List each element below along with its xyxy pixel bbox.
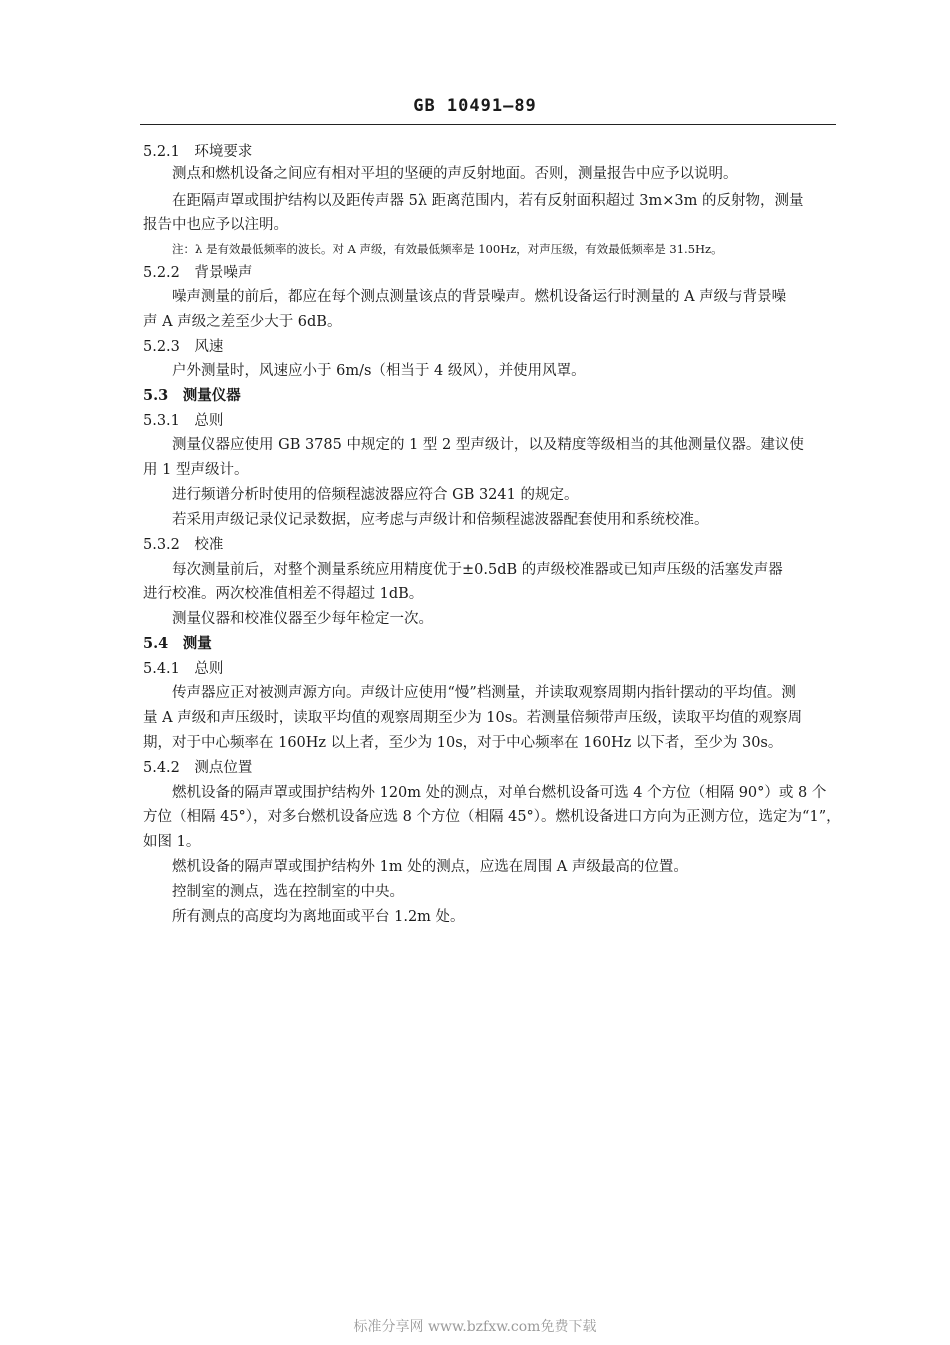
paragraph-line: 燃机设备的隔声罩或围护结构外 1m 处的测点，应选在周围 A 声级最高的位置。 <box>172 859 688 875</box>
paragraph-line: 户外测量时，风速应小于 6m/s（相当于 4 级风），并使用风罩。 <box>172 363 586 379</box>
paragraph-line: 测量仪器应使用 GB 3785 中规定的 1 型 2 型声级计，以及精度等级相当的其他测量仪器。建议使 <box>172 437 804 453</box>
paragraph-line: 传声器应正对被测声源方向。声级计应使用“慢”档测量，并读取观察周期内指针摆动的平均值。测 <box>172 685 796 701</box>
paragraph-line: 噪声测量的前后，都应在每个测点测量该点的背景噪声。燃机设备运行时测量的 A 声级与背景噪 <box>172 289 787 305</box>
heading-5-2-2: 5.2.2 背景噪声 <box>143 265 253 281</box>
paragraph-line: 方位（相隔 45°），对多台燃机设备应选 8 个方位（相隔 45°）。燃机设备进口方向为正测方位，选定为“1”， <box>143 809 841 825</box>
heading-5-2-1: 5.2.1 环境要求 <box>143 144 253 160</box>
paragraph-line: 测点和燃机设备之间应有相对平坦的坚硬的声反射地面。否则，测量报告中应予以说明。 <box>172 166 738 182</box>
paragraph-line: 所有测点的高度均为离地面或平台 1.2m 处。 <box>172 909 465 925</box>
paragraph-line: 声 A 声级之差至少大于 6dB。 <box>143 314 342 330</box>
paragraph-line: 在距隔声罩或围护结构以及距传声器 5λ 距离范围内，若有反射面积超过 3m×3m 的反射物，测量 <box>172 193 804 209</box>
paragraph-line: 期，对于中心频率在 160Hz 以上者，至少为 10s，对于中心频率在 160Hz 以下者，至少为 30s。 <box>143 735 783 751</box>
note-line: 注：λ 是有效最低频率的波长。对 A 声级，有效最低频率是 100Hz，对声压级，有效最低频率是 31.5Hz。 <box>172 242 723 256</box>
footer-watermark: 标准分享网 www.bzfxw.com免费下载 <box>353 1319 597 1335</box>
paragraph-line: 量 A 声级和声压级时，读取平均值的观察周期至少为 10s。若测量倍频带声压级，读取平均值的观察周 <box>143 710 803 726</box>
heading-5-3: 5.3 测量仪器 <box>143 387 241 404</box>
paragraph-line: 如图 1。 <box>143 834 201 850</box>
standard-code-header: GB 10491—89 <box>413 96 537 116</box>
heading-5-2-3: 5.2.3 风速 <box>143 339 224 355</box>
paragraph-line: 用 1 型声级计。 <box>143 462 249 478</box>
heading-5-4-2: 5.4.2 测点位置 <box>143 760 253 776</box>
paragraph-line: 控制室的测点，选在控制室的中央。 <box>172 884 404 900</box>
paragraph-line: 进行频谱分析时使用的倍频程滤波器应符合 GB 3241 的规定。 <box>172 487 579 503</box>
paragraph-line: 测量仪器和校准仪器至少每年检定一次。 <box>172 611 433 627</box>
heading-5-4: 5.4 测量 <box>143 635 212 652</box>
heading-5-4-1: 5.4.1 总则 <box>143 661 224 677</box>
paragraph-line: 若采用声级记录仪记录数据，应考虑与声级计和倍频程滤波器配套使用和系统校准。 <box>172 512 709 528</box>
paragraph-line: 燃机设备的隔声罩或围护结构外 120m 处的测点，对单台燃机设备可选 4 个方位（相隔 90°）或 8 个 <box>172 785 827 801</box>
heading-5-3-2: 5.3.2 校准 <box>143 537 224 553</box>
heading-5-3-1: 5.3.1 总则 <box>143 413 224 429</box>
paragraph-line: 进行校准。两次校准值相差不得超过 1dB。 <box>143 586 424 602</box>
paragraph-line: 每次测量前后，对整个测量系统应用精度优于±0.5dB 的声级校准器或已知声压级的活塞发声器 <box>172 562 783 578</box>
paragraph-line: 报告中也应予以注明。 <box>143 217 288 233</box>
header-rule <box>140 124 836 125</box>
